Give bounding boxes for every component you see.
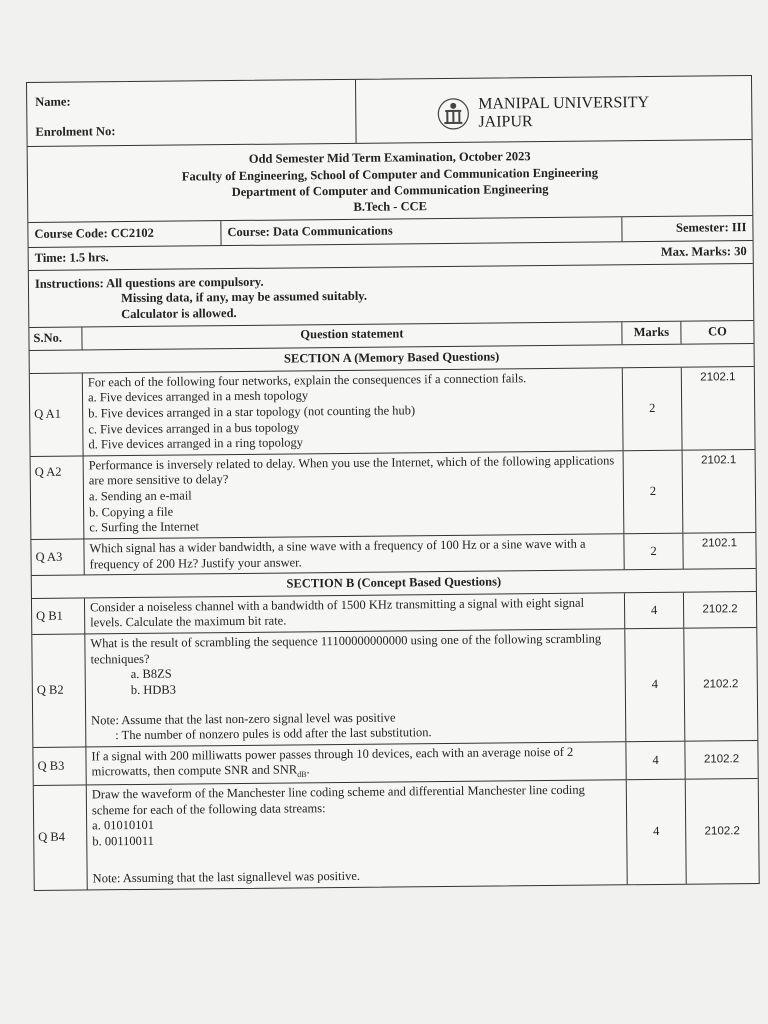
question-co: 2102.1 (701, 537, 738, 550)
question-co: 2102.2 (702, 603, 738, 616)
header-co: CO (707, 324, 727, 339)
question-text: Consider a noiseless channel with a bandwidth of 1500 KHz transmitting a signal with eight signal levels. Calculate the maximum bit rate. (85, 593, 625, 633)
question-row-b4 (34, 779, 759, 890)
question-row-b2 (32, 628, 757, 748)
semester: Semester: III (675, 220, 747, 236)
question-co: 2102.1 (700, 370, 736, 384)
exam-line3: Department of Computer and Communication Engineering (231, 181, 549, 199)
question-text-subscript: dB (297, 770, 307, 780)
question-marks: 4 (627, 780, 687, 885)
question-number: Q A1 (30, 373, 84, 456)
section-a-heading: SECTION A (Memory Based Questions) (30, 344, 754, 374)
question-option: d. Five devices arranged in a ring topology (88, 435, 304, 452)
question-option: a. Five devices arranged in a mesh topology (87, 388, 309, 405)
question-number: Q B3 (33, 747, 86, 785)
question-option: c. Surfing the Internet (89, 519, 200, 535)
question-co: 2102.1 (701, 453, 737, 467)
question-text-main: If a signal with 200 milliwatts power passes through 10 devices, each with an average noise of 2 microwatts, then compute SNR and SNR (91, 744, 574, 779)
question-marks: 2 (623, 367, 683, 450)
question-statement (83, 368, 624, 455)
exam-line1: Odd Semester Mid Term Examination, October 2023 (248, 149, 531, 167)
question-row-a2 (31, 450, 756, 540)
university-name (478, 94, 649, 131)
instructions (29, 264, 754, 329)
question-row-a1 (30, 367, 755, 457)
header-sno: S.No. (29, 328, 82, 350)
question-option: a. Sending an e-mail (88, 488, 192, 504)
question-number: Q B2 (32, 634, 86, 746)
university-line2: JAIPUR (478, 112, 533, 131)
question-text (86, 742, 626, 784)
question-text: What is the result of scrambling the sequence 11100000000000 using one of the following scrambling techniques? (90, 631, 602, 667)
question-text: Performance is inversely related to delay. When you use the Internet, which of the following applications are more sensitive to delay? (88, 453, 615, 488)
question-number: Q A2 (31, 456, 85, 539)
question-text: Draw the waveform of the Manchester line coding scheme and differential Manchester line coding scheme for each of the following data streams: (91, 782, 585, 817)
header-marks: Marks (622, 322, 681, 344)
header-statement: Question statement (82, 323, 622, 350)
question-number: Q A3 (31, 539, 84, 575)
instruction-line3: Calculator is allowed. (121, 305, 237, 321)
question-text-end: . (306, 762, 310, 777)
question-marks: 4 (625, 592, 684, 628)
exam-paper (26, 75, 760, 891)
question-option: b. HDB3 (130, 682, 177, 697)
question-number: Q B1 (32, 598, 85, 634)
enrolment-label: Enrolment No: (35, 123, 116, 139)
university-line1: MANIPAL UNIVERSITY (478, 94, 650, 113)
question-statement (84, 451, 625, 538)
exam-title-block (28, 140, 753, 223)
header-row (27, 76, 752, 147)
question-co: 2102.2 (703, 753, 740, 766)
question-option: b. 00110011 (92, 833, 154, 849)
instruction-line1: Instructions: All questions are compulsory. (34, 274, 264, 291)
instruction-line2: Missing data, if any, may be assumed suitably. (121, 288, 368, 306)
question-note: : The number of nonzero pules is odd after the last substitution. (115, 725, 432, 743)
question-statement (85, 629, 626, 746)
university-logo (356, 76, 752, 143)
question-marks: 4 (625, 629, 685, 741)
student-info (27, 80, 357, 146)
question-marks: 2 (624, 450, 684, 533)
course-name: Course: Data Communications (221, 218, 622, 245)
exam-line4: B.Tech - CCE (353, 199, 428, 214)
question-text: For each of the following four networks, explain the consequences if a connection fails. (87, 370, 527, 390)
question-text: Which signal has a wider bandwidth, a sine wave with a frequency of 100 Hz or a sine wave with a frequency of 200 Hz? Justify your answer. (84, 534, 624, 574)
question-option: c. Five devices arranged in a bus topology (88, 419, 300, 436)
question-option: b. Five devices arranged in a star topology (not counting the hub) (88, 403, 416, 421)
section-b-heading: SECTION B (Concept Based Questions) (32, 569, 756, 599)
question-option: a. 01010101 (92, 817, 155, 833)
name-label: Name: (35, 94, 71, 109)
university-crest-icon (436, 96, 470, 130)
exam-line2: Faculty of Engineering, School of Computer and Communication Engineering (181, 165, 599, 184)
question-note: Note: Assuming that the last signallevel was positive. (92, 869, 361, 886)
question-option: b. Copying a file (89, 504, 174, 520)
question-co: 2102.2 (704, 824, 740, 838)
question-number: Q B4 (34, 785, 88, 890)
question-note: Note: Assume that the last non-zero signal level was positive (91, 709, 396, 727)
max-marks: Max. Marks: 30 (660, 243, 747, 259)
question-statement (87, 780, 628, 889)
course-code: Course Code: CC2102 (28, 221, 221, 246)
question-marks: 2 (624, 534, 683, 570)
exam-time: Time: 1.5 hrs. (34, 250, 109, 265)
question-option: a. B8ZS (130, 666, 172, 682)
question-co: 2102.2 (703, 677, 739, 691)
question-marks: 4 (626, 741, 685, 779)
